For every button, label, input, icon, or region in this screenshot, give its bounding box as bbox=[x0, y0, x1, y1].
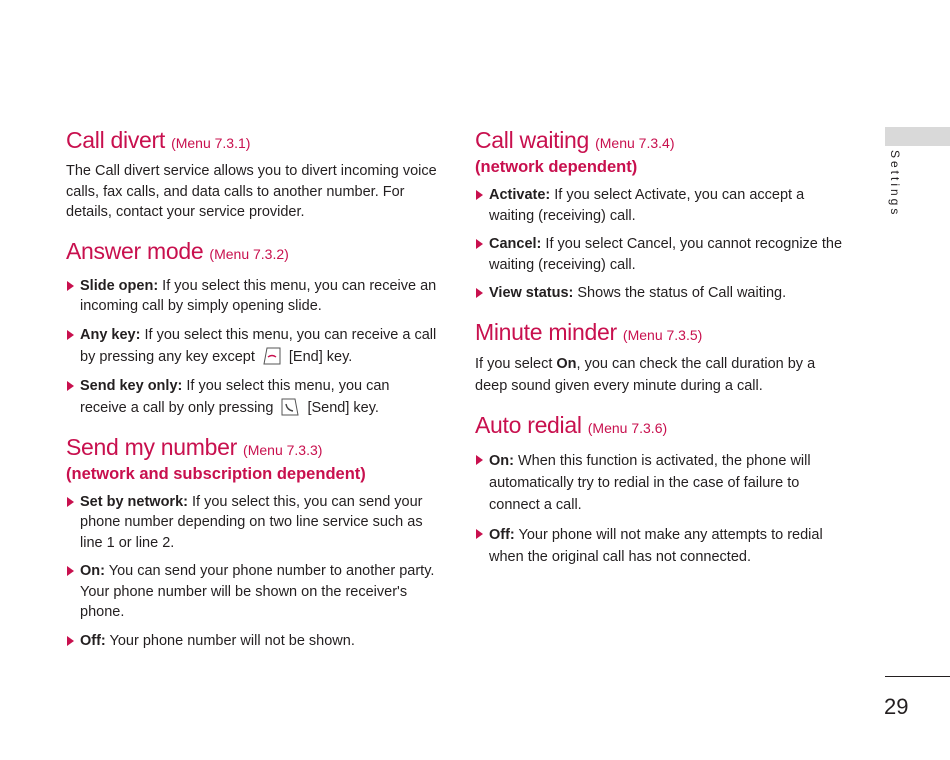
item-text: Your phone will not make any attempts to redial when the original call has not connected. bbox=[489, 526, 823, 565]
list-item bbox=[475, 524, 850, 568]
item-label: Set by network: bbox=[80, 493, 188, 510]
list-item bbox=[66, 561, 440, 623]
item-label: On: bbox=[489, 452, 514, 469]
section-label: Settings bbox=[888, 150, 902, 218]
call-divert-section bbox=[66, 126, 440, 223]
page-number: 29 bbox=[884, 694, 909, 719]
send-my-number-section bbox=[66, 433, 440, 652]
section-tab bbox=[885, 127, 950, 146]
item-text: You can send your phone number to another party. Your phone number will be shown on the receiver's phone. bbox=[80, 563, 435, 620]
call-waiting-title: Call waiting bbox=[475, 127, 590, 153]
item-text: When this function is activated, the phone will automatically try to redial in the case of failure to connect a call. bbox=[489, 452, 811, 513]
triangle-bullet-icon bbox=[476, 239, 483, 249]
triangle-bullet-icon bbox=[67, 281, 74, 291]
call-waiting-heading bbox=[475, 126, 850, 157]
item-label: Activate: bbox=[489, 187, 551, 203]
list-item bbox=[475, 283, 850, 304]
answer-mode-heading bbox=[66, 237, 440, 268]
send-my-number-title: Send my number bbox=[66, 433, 237, 460]
item-label: Off: bbox=[80, 632, 106, 649]
item-label: Cancel: bbox=[489, 236, 542, 252]
right-column bbox=[475, 126, 850, 568]
list-item bbox=[66, 492, 440, 554]
list-item bbox=[66, 276, 440, 317]
triangle-bullet-icon bbox=[67, 381, 74, 391]
send-my-number-menu-ref: (Menu 7.3.3) bbox=[243, 441, 323, 458]
item-text-after: [Send] key. bbox=[307, 400, 379, 416]
minute-minder-heading bbox=[475, 318, 850, 349]
minute-minder-section bbox=[475, 318, 850, 397]
item-text-after: [End] key. bbox=[288, 349, 353, 365]
call-divert-heading bbox=[66, 126, 440, 157]
minute-minder-title: Minute minder bbox=[475, 318, 617, 345]
left-column bbox=[66, 126, 440, 651]
triangle-bullet-icon bbox=[476, 455, 483, 465]
list-item bbox=[66, 631, 440, 652]
item-text: If you select this menu, you can receive a call by pressing any key except bbox=[80, 326, 437, 365]
end-key-icon bbox=[261, 345, 283, 367]
minute-minder-menu-ref: (Menu 7.3.5) bbox=[622, 326, 703, 343]
item-label: On: bbox=[80, 563, 105, 579]
item-text: If you select Activate, you can accept a waiting (receiving) call. bbox=[489, 187, 805, 224]
triangle-bullet-icon bbox=[67, 636, 74, 646]
auto-redial-menu-ref: (Menu 7.3.6) bbox=[587, 419, 668, 436]
call-waiting-subtitle: (network dependent) bbox=[475, 158, 638, 176]
call-divert-body: The Call divert service allows you to divert incoming voice calls, fax calls, and data calls to another number. For details, contact your service provider. bbox=[66, 163, 437, 220]
item-label: Send key only: bbox=[80, 377, 183, 394]
item-text: If you select this menu, you can receive an incoming call by simply opening slide. bbox=[80, 277, 437, 314]
auto-redial-section bbox=[475, 411, 850, 568]
item-label: Slide open: bbox=[80, 277, 159, 294]
triangle-bullet-icon bbox=[476, 288, 483, 298]
item-text: Shows the status of Call waiting. bbox=[573, 285, 787, 301]
list-item bbox=[475, 234, 850, 275]
answer-mode-title: Answer mode bbox=[66, 237, 204, 264]
triangle-bullet-icon bbox=[476, 529, 483, 539]
call-waiting-section bbox=[475, 126, 850, 304]
item-text: Your phone number will not be shown. bbox=[105, 632, 355, 649]
item-text: If you select this, you can send your phone number depending on two line service such as line 1 or line 2. bbox=[80, 493, 423, 551]
minute-minder-body-before: If you select bbox=[475, 355, 557, 372]
list-item bbox=[66, 376, 440, 419]
list-item bbox=[66, 325, 440, 368]
call-waiting-menu-ref: (Menu 7.3.4) bbox=[595, 135, 675, 151]
answer-mode-menu-ref: (Menu 7.3.2) bbox=[209, 245, 289, 262]
minute-minder-body bbox=[475, 353, 850, 397]
minute-minder-body-bold: On bbox=[556, 355, 577, 372]
list-item bbox=[475, 185, 850, 226]
triangle-bullet-icon bbox=[67, 330, 74, 340]
triangle-bullet-icon bbox=[67, 566, 74, 576]
call-divert-menu-ref: (Menu 7.3.1) bbox=[171, 135, 251, 151]
call-divert-title: Call divert bbox=[66, 127, 165, 153]
page-number-rule bbox=[885, 676, 950, 677]
triangle-bullet-icon bbox=[476, 190, 483, 200]
answer-mode-section bbox=[66, 237, 440, 419]
minute-minder-body-after: , you can check the call duration by a deep sound given every minute during a call. bbox=[475, 355, 816, 394]
auto-redial-heading bbox=[475, 411, 850, 442]
send-key-icon bbox=[279, 396, 301, 418]
item-label: Off: bbox=[489, 526, 515, 543]
item-label: Any key: bbox=[80, 326, 141, 343]
send-my-number-subtitle: (network and subscription dependent) bbox=[66, 464, 366, 483]
item-label: View status: bbox=[489, 285, 574, 301]
list-item bbox=[475, 450, 850, 516]
triangle-bullet-icon bbox=[67, 497, 74, 507]
auto-redial-title: Auto redial bbox=[475, 411, 582, 438]
item-text: If you select this menu, you can receive a call by only pressing bbox=[80, 377, 390, 416]
item-text: If you select Cancel, you cannot recognize the waiting (receiving) call. bbox=[489, 236, 843, 273]
send-my-number-heading bbox=[66, 433, 440, 464]
